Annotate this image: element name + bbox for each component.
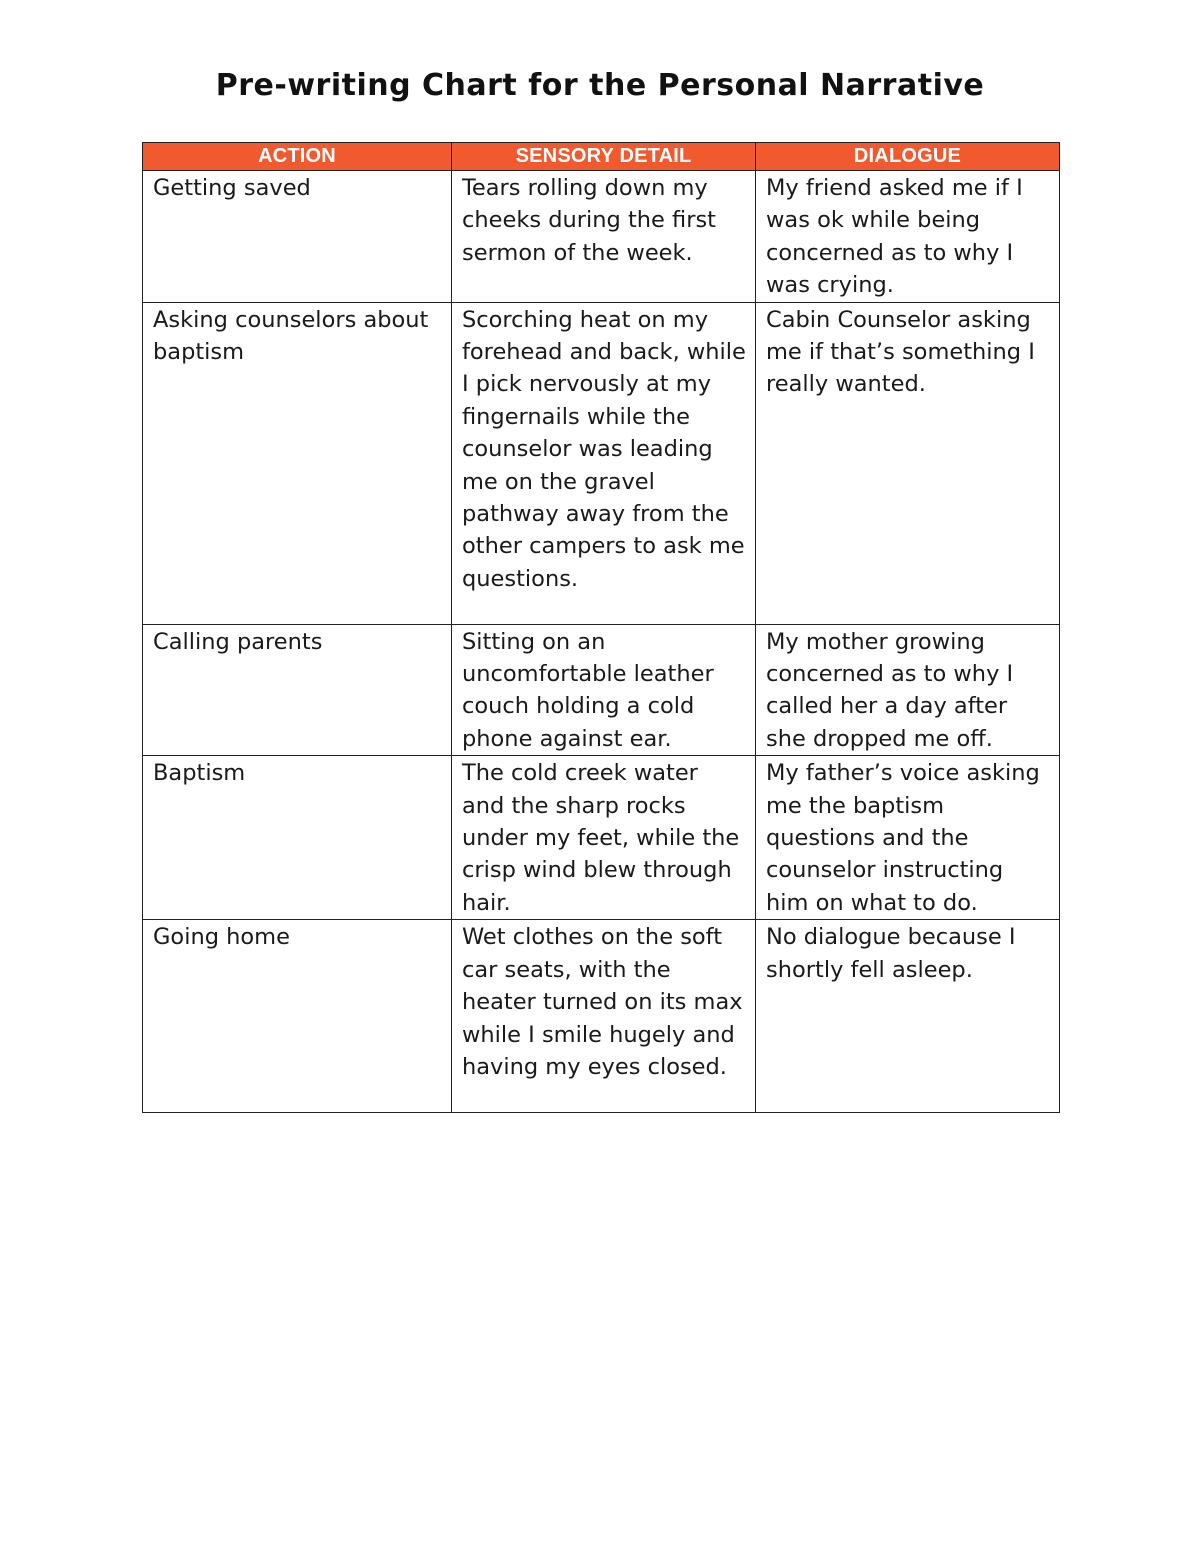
dialogue-cell (756, 302, 1060, 624)
dialogue-text: My friend asked me if I was ok while being concerned as to why I was crying. (766, 175, 1023, 299)
table-row (143, 920, 1060, 1113)
sensory-detail-cell (452, 624, 756, 756)
sensory-detail-text: Tears rolling down my cheeks during the first sermon of the week. (462, 175, 717, 266)
action-cell (143, 171, 452, 303)
action-text: Going home (153, 924, 290, 951)
dialogue-cell (756, 920, 1060, 1113)
sensory-detail-cell (452, 302, 756, 624)
dialogue-text: My mother growing concerned as to why I called her a day after she dropped me off. (766, 628, 1014, 752)
column-header-dialogue: DIALOGUE (756, 143, 1060, 171)
sensory-detail-text: Scorching heat on my forehead and back, while I pick nervously at my fingernails while the counselor was leading me on the gravel pathway away from the other campers to ask me questions. (462, 306, 746, 592)
sensory-detail-cell (452, 171, 756, 303)
dialogue-text: Cabin Counselor asking me if that’s something I really wanted. (766, 306, 1035, 398)
prewriting-chart-table (142, 142, 1060, 1113)
sensory-detail-text: The cold creek water and the sharp rocks under my feet, while the crisp wind blew through hair. (462, 760, 740, 916)
table-body (143, 171, 1060, 1113)
action-text: Baptism (153, 760, 246, 787)
dialogue-cell (756, 624, 1060, 756)
dialogue-cell (756, 756, 1060, 920)
table-row (143, 624, 1060, 756)
sensory-detail-text: Sitting on an uncomfortable leather couch holding a cold phone against ear. (462, 628, 714, 752)
action-text: Calling parents (153, 628, 323, 655)
action-cell (143, 302, 452, 624)
sensory-detail-cell (452, 756, 756, 920)
sensory-detail-cell (452, 920, 756, 1113)
action-cell (143, 756, 452, 920)
dialogue-text: My father’s voice asking me the baptism questions and the counselor instructing him on what to do. (766, 760, 1040, 916)
dialogue-cell (756, 171, 1060, 303)
table-row (143, 302, 1060, 624)
column-header-action: ACTION (143, 143, 452, 171)
column-header-sensory-detail: SENSORY DETAIL (452, 143, 756, 171)
action-text: Getting saved (153, 175, 311, 201)
action-cell (143, 624, 452, 756)
page-title: Pre-writing Chart for the Personal Narrative (215, 68, 985, 103)
header-row (143, 143, 1060, 171)
table-header (143, 143, 1060, 171)
sensory-detail-text: Wet clothes on the soft car seats, with the heater turned on its max while I smile hugely and having my eyes closed. (462, 924, 743, 1080)
action-cell (143, 920, 452, 1113)
dialogue-text: No dialogue because I shortly fell asleep. (766, 924, 1016, 983)
action-text: Asking counselors about baptism (153, 306, 429, 366)
table-row (143, 171, 1060, 303)
table-row (143, 756, 1060, 920)
